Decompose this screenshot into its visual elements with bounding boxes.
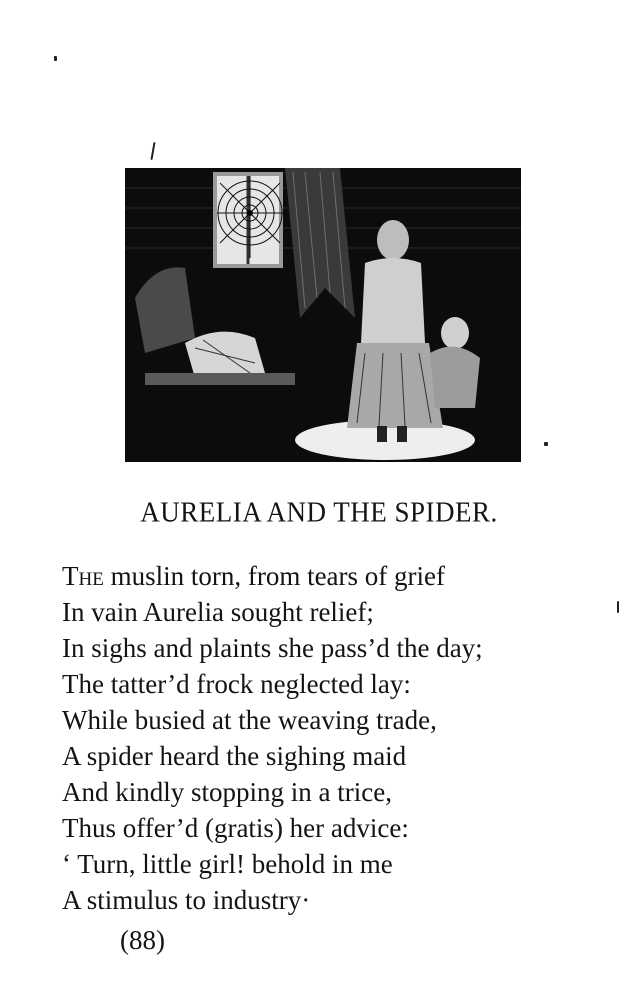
table <box>145 373 295 385</box>
drop-word: The <box>62 561 104 591</box>
poem-line: In sighs and plaints she pass’d the day; <box>62 633 483 663</box>
spider <box>247 210 253 216</box>
small-figure <box>430 317 480 408</box>
poem-line: A spider heard the sighing maid <box>62 741 407 771</box>
ink-speck <box>544 442 548 446</box>
curtain <box>285 168 355 318</box>
poem-line <box>62 558 483 594</box>
ink-speck <box>150 142 155 160</box>
girl-figure <box>347 220 443 442</box>
poem-line: A stimulus to industry· <box>62 885 311 915</box>
poem-title: AURELIA AND THE SPIDER. <box>140 496 498 528</box>
poem-line: ‘ Turn, little girl! behold in me <box>62 849 393 879</box>
poem-line: The tatter’d frock neglected lay: <box>62 669 411 699</box>
poem-line: And kindly stopping in a trice, <box>62 777 392 807</box>
chair <box>135 267 195 353</box>
poem-line: While busied at the weaving trade, <box>62 705 437 735</box>
woodcut-scene <box>125 168 521 462</box>
poem-line: In vain Aurelia sought relief; <box>62 597 374 627</box>
bundle-cloth <box>185 332 265 378</box>
poem-line-text: muslin torn, from tears of grief <box>103 561 445 591</box>
page-number: (88) <box>120 925 165 955</box>
woodcut-illustration <box>125 168 521 462</box>
poem-body <box>62 558 483 918</box>
ink-speck <box>617 601 619 613</box>
ink-speck <box>54 56 57 61</box>
poem-line: Thus offer’d (gratis) her advice: <box>62 813 409 843</box>
